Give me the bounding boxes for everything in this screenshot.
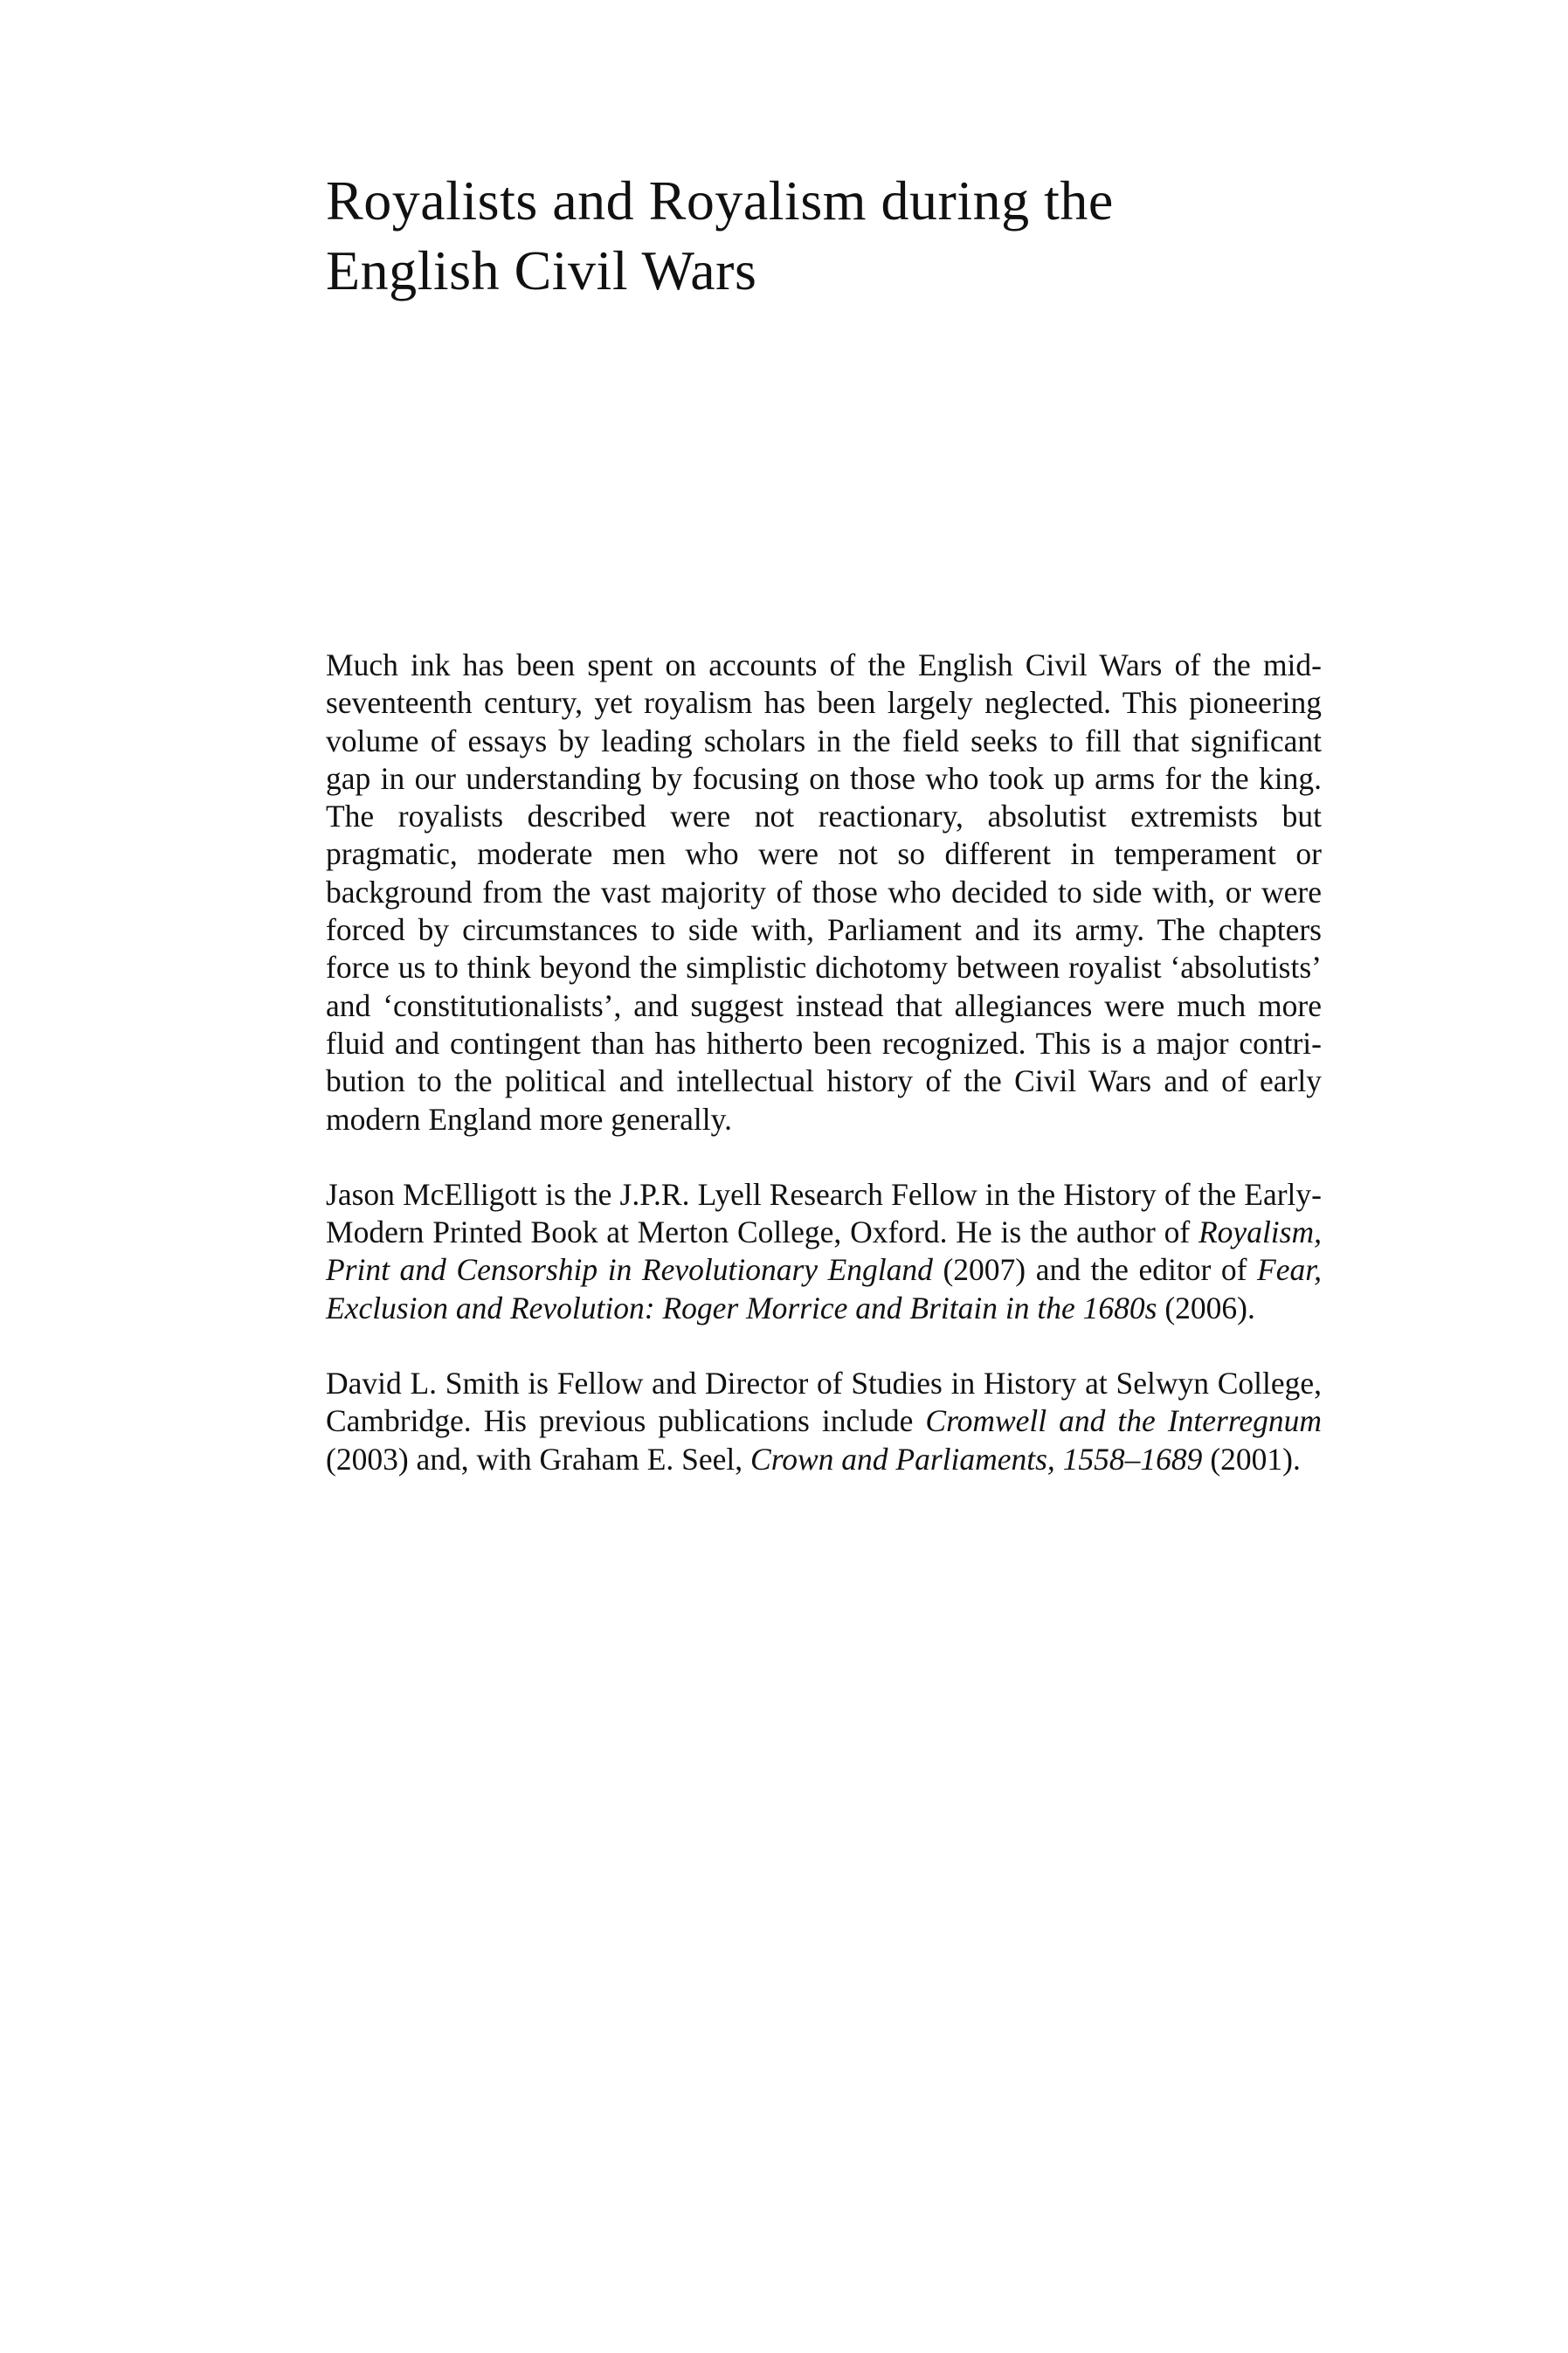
page-title [326, 166, 1330, 306]
bio-smith-book-2: Crown and Parliaments, 1558–1689 [750, 1441, 1203, 1477]
bio-mcelligott-book-2: Fear, Exclusion and Revolution: Roger Morrice and Britain in the 1680s [326, 1252, 1322, 1325]
bio-smith [326, 1365, 1322, 1478]
bio-smith-intro: David L. Smith is Fellow and Director of Studies in History at Selwyn College, Cambridge. His previous publications include [326, 1366, 1322, 1439]
bio-mcelligott-book-1: Royalism, Print and Censorship in Revolutionary England [326, 1215, 1322, 1288]
title-line-1: Royalists and Royalism during the [326, 170, 1114, 232]
description-paragraph: Much ink has been spent on accounts of the English Civil Wars of the mid-seventeenth century, yet royalism has been largely neglected. This pioneering volume of essays by leading scholars in the field seeks to fill that significant gap in our understanding by focusing on those who took up arms for the king. The royalists described were not reactionary, absolutist extremists but pragmatic, moderate men who were not so different in temperament or background from the vast majority of those who decided to side with, or were forced by circumstances to side with, Parliament and its army. The chapters force us to think beyond the simplistic dichotomy between royalist ‘absolutists’ and ‘constitutionalists’, and suggest instead that allegiances were much more fluid and contingent than has hitherto been recognized. This is a major contribution to the political and intellectual history of the Civil Wars and of early modern England more generally. [326, 647, 1322, 1137]
bio-mcelligott-mid: (2007) and the editor of [932, 1252, 1258, 1288]
book-blurb [326, 647, 1322, 1478]
bio-mcelligott-end: (2006). [1157, 1290, 1255, 1325]
bio-mcelligott [326, 1176, 1322, 1327]
bio-smith-end: (2001). [1202, 1441, 1301, 1477]
title-line-2: English Civil Wars [326, 239, 757, 301]
bio-mcelligott-intro: Jason McElligott is the J.P.R. Lyell Research Fellow in the History of the Early-Modern Printed Book at Merton College, Oxford. He is the author of [326, 1176, 1322, 1250]
bio-smith-mid: (2003) and, with Graham E. Seel, [326, 1441, 751, 1477]
bio-smith-book-1: Cromwell and the Interregnum [925, 1403, 1322, 1439]
